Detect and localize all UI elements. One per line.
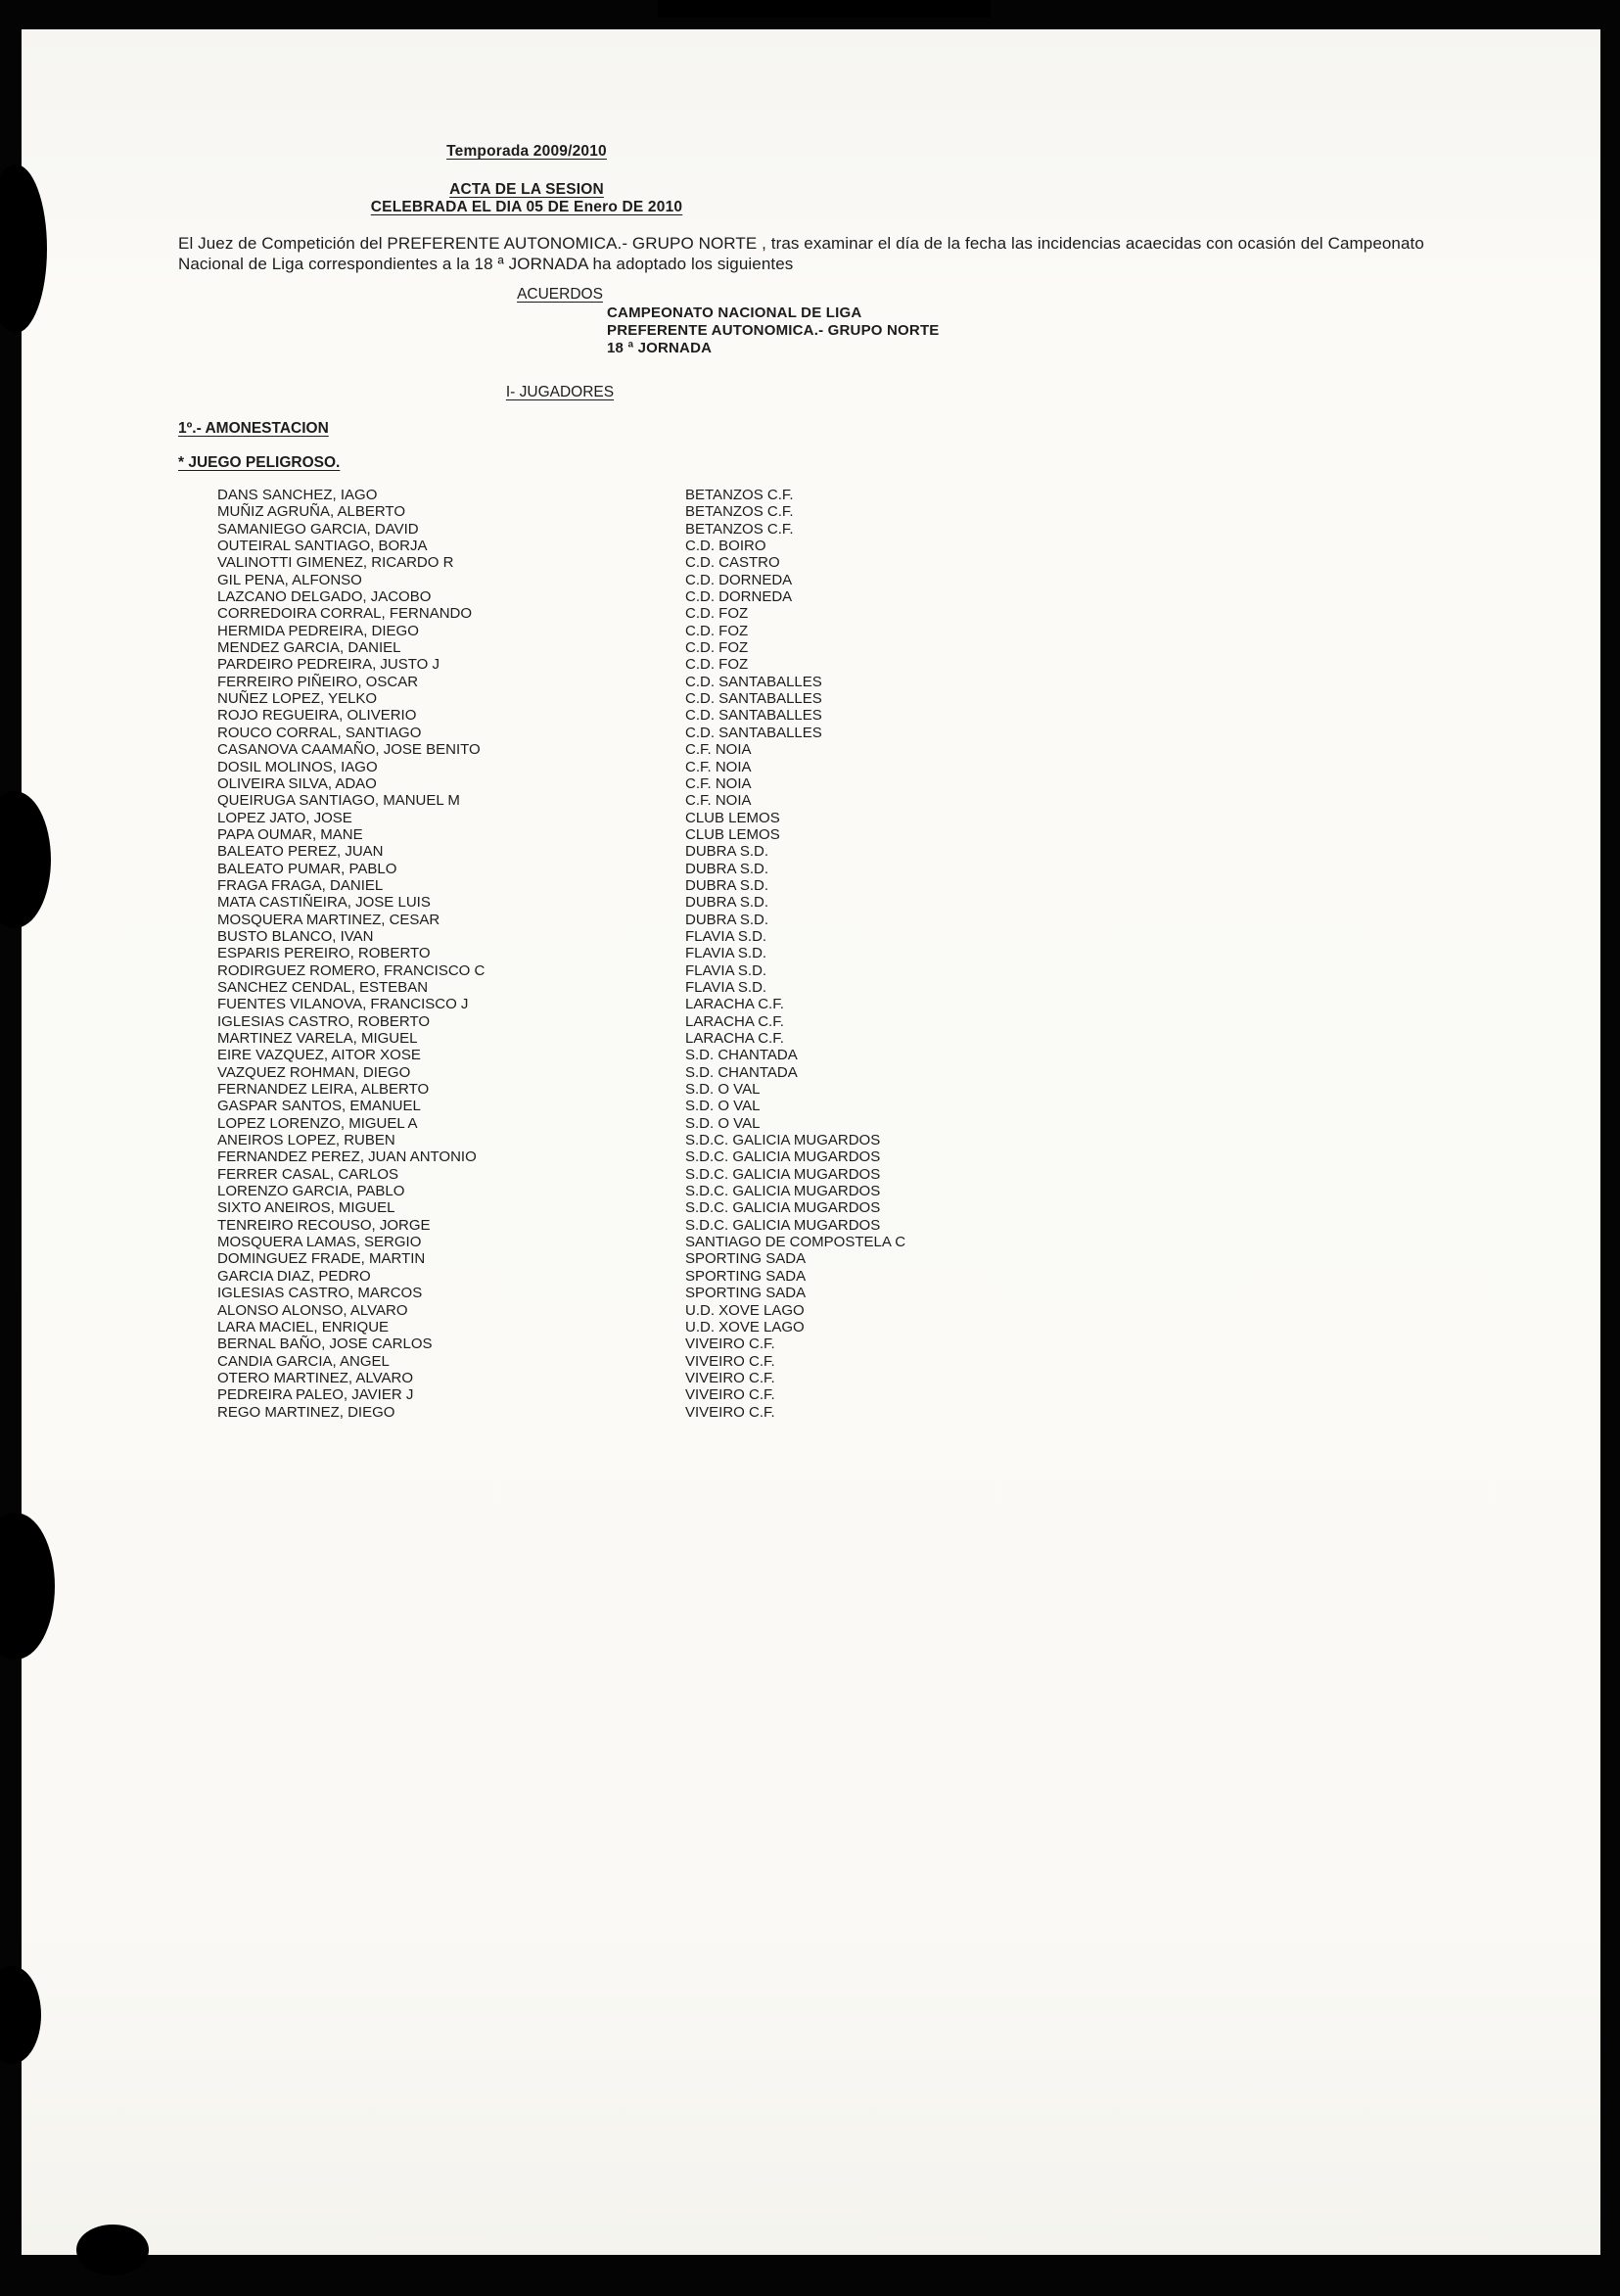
player-name: VAZQUEZ ROHMAN, DIEGO [217, 1063, 411, 1081]
sanction-row [217, 1064, 1294, 1081]
club-name: C.D. SANTABALLES [685, 673, 822, 690]
club-name: DUBRA S.D. [685, 876, 769, 894]
sanction-row [217, 928, 1294, 945]
club-name: S.D.C. GALICIA MUGARDOS [685, 1148, 881, 1166]
club-name: S.D.C. GALICIA MUGARDOS [685, 1165, 881, 1183]
club-name: C.D. FOZ [685, 605, 749, 623]
sanction-row [217, 707, 1294, 724]
club-name: CLUB LEMOS [685, 825, 780, 843]
club-name: BETANZOS C.F. [685, 503, 794, 521]
session-date-heading: CELEBRADA EL DIA 05 DE Enero DE 2010 [370, 199, 683, 215]
player-name: FERREIRO PIÑEIRO, OSCAR [217, 673, 419, 690]
player-name: CASANOVA CAAMAÑO, JOSE BENITO [217, 741, 481, 759]
sanction-row [217, 894, 1294, 911]
sanction-row [217, 979, 1294, 996]
club-name: C.D. BOIRO [685, 538, 766, 555]
sanction-row [217, 1335, 1294, 1352]
sanction-row [217, 996, 1294, 1012]
player-name: LOPEZ LORENZO, MIGUEL A [217, 1114, 418, 1132]
club-name: DUBRA S.D. [685, 860, 769, 877]
player-name: OTERO MARTINEZ, ALVARO [217, 1369, 414, 1386]
player-name: ROUCO CORRAL, SANTIAGO [217, 724, 422, 741]
sanction-row [217, 690, 1294, 707]
club-name: DUBRA S.D. [685, 894, 769, 912]
club-name: CLUB LEMOS [685, 809, 780, 826]
club-name: VIVEIRO C.F. [685, 1335, 775, 1353]
player-name: IGLESIAS CASTRO, ROBERTO [217, 1012, 431, 1030]
sanction-row [217, 912, 1294, 928]
sanction-row [217, 1081, 1294, 1098]
club-name: C.D. FOZ [685, 639, 749, 657]
club-name: S.D. O VAL [685, 1098, 761, 1115]
sanction-row [217, 588, 1294, 605]
sanction-row [217, 503, 1294, 520]
sanction-row [217, 623, 1294, 639]
player-name: LAZCANO DELGADO, JACOBO [217, 588, 432, 606]
club-name: BETANZOS C.F. [685, 487, 794, 503]
juego-peligroso-heading: * JUEGO PELIGROSO. [178, 454, 341, 471]
sanction-row [217, 741, 1294, 758]
player-name: LORENZO GARCIA, PABLO [217, 1183, 405, 1200]
club-name: U.D. XOVE LAGO [685, 1318, 805, 1335]
sanction-row [217, 1285, 1294, 1301]
player-name: MUÑIZ AGRUÑA, ALBERTO [217, 503, 405, 521]
sanction-row [217, 521, 1294, 538]
sanction-row [217, 775, 1294, 792]
player-name: EIRE VAZQUEZ, AITOR XOSE [217, 1047, 421, 1064]
player-name: GIL PENA, ALFONSO [217, 571, 362, 588]
club-name: C.D. CASTRO [685, 554, 780, 572]
club-name: C.D. SANTABALLES [685, 707, 822, 725]
sanction-row [217, 1148, 1294, 1165]
competition-block [607, 305, 940, 357]
sanction-row [217, 1234, 1294, 1250]
intro-paragraph: El Juez de Competición del PREFERENTE AUTONOMICA.- GRUPO NORTE , tras examinar el día de la fecha las incidencias acaecidas con ocasión del Campeonato Nacional de Liga correspondientes a la 18 ª JORNADA ha adoptado los siguientes [178, 234, 1424, 273]
sanction-row [217, 792, 1294, 809]
club-name: S.D. O VAL [685, 1114, 761, 1132]
player-name: DANS SANCHEZ, IAGO [217, 487, 378, 503]
player-name: MENDEZ GARCIA, DANIEL [217, 639, 401, 657]
scan-artifact-top-strip [658, 0, 991, 18]
player-name: DOSIL MOLINOS, IAGO [217, 758, 378, 775]
sanction-row [217, 725, 1294, 741]
sanction-row [217, 538, 1294, 554]
sanction-row [217, 1030, 1294, 1047]
player-name: MOSQUERA LAMAS, SERGIO [217, 1234, 422, 1251]
club-name: C.D. DORNEDA [685, 588, 793, 606]
document-page [22, 29, 1600, 2255]
club-name: VIVEIRO C.F. [685, 1352, 775, 1370]
competition-group: PREFERENTE AUTONOMICA.- GRUPO NORTE [607, 322, 940, 339]
sanction-row [217, 1183, 1294, 1199]
club-name: FLAVIA S.D. [685, 978, 767, 996]
sanction-row [217, 1250, 1294, 1267]
sanction-row [217, 877, 1294, 894]
club-name: U.D. XOVE LAGO [685, 1301, 805, 1319]
sanction-row [217, 1404, 1294, 1421]
sanction-row [217, 1302, 1294, 1319]
sanction-row [217, 1098, 1294, 1114]
sanction-row [217, 1013, 1294, 1030]
club-name: S.D.C. GALICIA MUGARDOS [685, 1132, 881, 1149]
player-name: QUEIRUGA SANTIAGO, MANUEL M [217, 792, 460, 810]
player-name: GASPAR SANTOS, EMANUEL [217, 1098, 421, 1115]
sanction-row [217, 1386, 1294, 1403]
sanction-row [217, 1319, 1294, 1335]
club-name: SANTIAGO DE COMPOSTELA C [685, 1234, 906, 1251]
sanction-row [217, 1166, 1294, 1183]
sanction-row [217, 945, 1294, 961]
player-name: SANCHEZ CENDAL, ESTEBAN [217, 978, 429, 996]
player-name: BUSTO BLANCO, IVAN [217, 927, 374, 945]
players-section-heading: I- JUGADORES [505, 384, 615, 400]
club-name: BETANZOS C.F. [685, 520, 794, 538]
club-name: VIVEIRO C.F. [685, 1403, 775, 1421]
club-name: VIVEIRO C.F. [685, 1369, 775, 1386]
club-name: LARACHA C.F. [685, 1012, 784, 1030]
player-name: LARA MACIEL, ENRIQUE [217, 1318, 390, 1335]
sanction-row [217, 639, 1294, 656]
player-name: MOSQUERA MARTINEZ, CESAR [217, 911, 440, 928]
player-name: OLIVEIRA SILVA, ADAO [217, 774, 377, 792]
player-name: ANEIROS LOPEZ, RUBEN [217, 1132, 395, 1149]
sanction-row [217, 962, 1294, 979]
club-name: LARACHA C.F. [685, 996, 784, 1013]
player-name: BALEATO PUMAR, PABLO [217, 860, 397, 877]
club-name: C.F. NOIA [685, 741, 752, 759]
player-name: BALEATO PEREZ, JUAN [217, 843, 384, 861]
player-name: FUENTES VILANOVA, FRANCISCO J [217, 996, 469, 1013]
sanction-row [217, 1115, 1294, 1132]
amonestacion-heading: 1º.- AMONESTACION [178, 420, 329, 437]
player-name: ALONSO ALONSO, ALVARO [217, 1301, 408, 1319]
player-name: RODIRGUEZ ROMERO, FRANCISCO C [217, 961, 486, 979]
sanction-row [217, 554, 1294, 571]
player-name: CORREDOIRA CORRAL, FERNANDO [217, 605, 473, 623]
player-name: TENREIRO RECOUSO, JORGE [217, 1216, 431, 1234]
player-name: HERMIDA PEDREIRA, DIEGO [217, 622, 419, 639]
scan-artifact-blob [76, 2225, 149, 2275]
sanction-list [217, 487, 1294, 1421]
sanction-row [217, 572, 1294, 588]
club-name: SPORTING SADA [685, 1267, 807, 1285]
player-name: PAPA OUMAR, MANE [217, 825, 363, 843]
sanction-row [217, 1268, 1294, 1285]
club-name: S.D.C. GALICIA MUGARDOS [685, 1216, 881, 1234]
player-name: FERNANDEZ LEIRA, ALBERTO [217, 1081, 430, 1099]
club-name: SPORTING SADA [685, 1250, 807, 1268]
player-name: FERNANDEZ PEREZ, JUAN ANTONIO [217, 1148, 477, 1166]
sanction-row [217, 826, 1294, 843]
club-name: FLAVIA S.D. [685, 927, 767, 945]
club-name: S.D.C. GALICIA MUGARDOS [685, 1183, 881, 1200]
player-name: VALINOTTI GIMENEZ, RICARDO R [217, 554, 454, 572]
player-name: PARDEIRO PEDREIRA, JUSTO J [217, 656, 440, 674]
player-name: REGO MARTINEZ, DIEGO [217, 1403, 395, 1421]
sanction-row [217, 674, 1294, 690]
club-name: C.F. NOIA [685, 758, 752, 775]
player-name: NUÑEZ LOPEZ, YELKO [217, 690, 378, 708]
club-name: S.D. O VAL [685, 1081, 761, 1099]
competition-matchday: 18 ª JORNADA [607, 340, 713, 356]
player-name: PEDREIRA PALEO, JAVIER J [217, 1386, 414, 1404]
player-name: DOMINGUEZ FRADE, MARTIN [217, 1250, 426, 1268]
acta-heading: ACTA DE LA SESION [449, 181, 604, 198]
sanction-row [217, 1353, 1294, 1370]
player-name: LOPEZ JATO, JOSE [217, 809, 352, 826]
player-name: FRAGA FRAGA, DANIEL [217, 876, 384, 894]
acuerdos-heading: ACUERDOS [517, 286, 603, 303]
player-name: ESPARIS PEREIRO, ROBERTO [217, 945, 431, 962]
club-name: S.D. CHANTADA [685, 1047, 798, 1064]
club-name: C.F. NOIA [685, 792, 752, 810]
sanction-row [217, 861, 1294, 877]
club-name: FLAVIA S.D. [685, 945, 767, 962]
club-name: C.D. SANTABALLES [685, 690, 822, 708]
club-name: C.D. DORNEDA [685, 571, 793, 588]
sanction-row [217, 759, 1294, 775]
sanction-row [217, 487, 1294, 503]
club-name: S.D. CHANTADA [685, 1063, 798, 1081]
sanction-row [217, 843, 1294, 860]
club-name: S.D.C. GALICIA MUGARDOS [685, 1199, 881, 1217]
sanction-row [217, 605, 1294, 622]
club-name: C.D. SANTABALLES [685, 724, 822, 741]
player-name: SAMANIEGO GARCIA, DAVID [217, 520, 419, 538]
club-name: SPORTING SADA [685, 1285, 807, 1302]
club-name: C.F. NOIA [685, 774, 752, 792]
sanction-row [217, 656, 1294, 673]
player-name: FERRER CASAL, CARLOS [217, 1165, 399, 1183]
player-name: SIXTO ANEIROS, MIGUEL [217, 1199, 395, 1217]
player-name: MATA CASTIÑEIRA, JOSE LUIS [217, 894, 431, 912]
club-name: DUBRA S.D. [685, 911, 769, 928]
sanction-row [217, 1047, 1294, 1063]
player-name: CANDIA GARCIA, ANGEL [217, 1352, 390, 1370]
player-name: BERNAL BAÑO, JOSE CARLOS [217, 1335, 433, 1353]
competition-name: CAMPEONATO NACIONAL DE LIGA [607, 305, 862, 321]
sanction-row [217, 810, 1294, 826]
sanction-row [217, 1370, 1294, 1386]
club-name: DUBRA S.D. [685, 843, 769, 861]
club-name: VIVEIRO C.F. [685, 1386, 775, 1404]
player-name: ROJO REGUEIRA, OLIVERIO [217, 707, 417, 725]
club-name: LARACHA C.F. [685, 1030, 784, 1047]
sanction-row [217, 1217, 1294, 1234]
player-name: OUTEIRAL SANTIAGO, BORJA [217, 538, 428, 555]
season-title: Temporada 2009/2010 [446, 143, 607, 160]
player-name: GARCIA DIAZ, PEDRO [217, 1267, 371, 1285]
player-name: MARTINEZ VARELA, MIGUEL [217, 1030, 418, 1047]
club-name: C.D. FOZ [685, 656, 749, 674]
sanction-row [217, 1199, 1294, 1216]
club-name: FLAVIA S.D. [685, 961, 767, 979]
player-name: IGLESIAS CASTRO, MARCOS [217, 1285, 423, 1302]
club-name: C.D. FOZ [685, 622, 749, 639]
sanction-row [217, 1132, 1294, 1148]
